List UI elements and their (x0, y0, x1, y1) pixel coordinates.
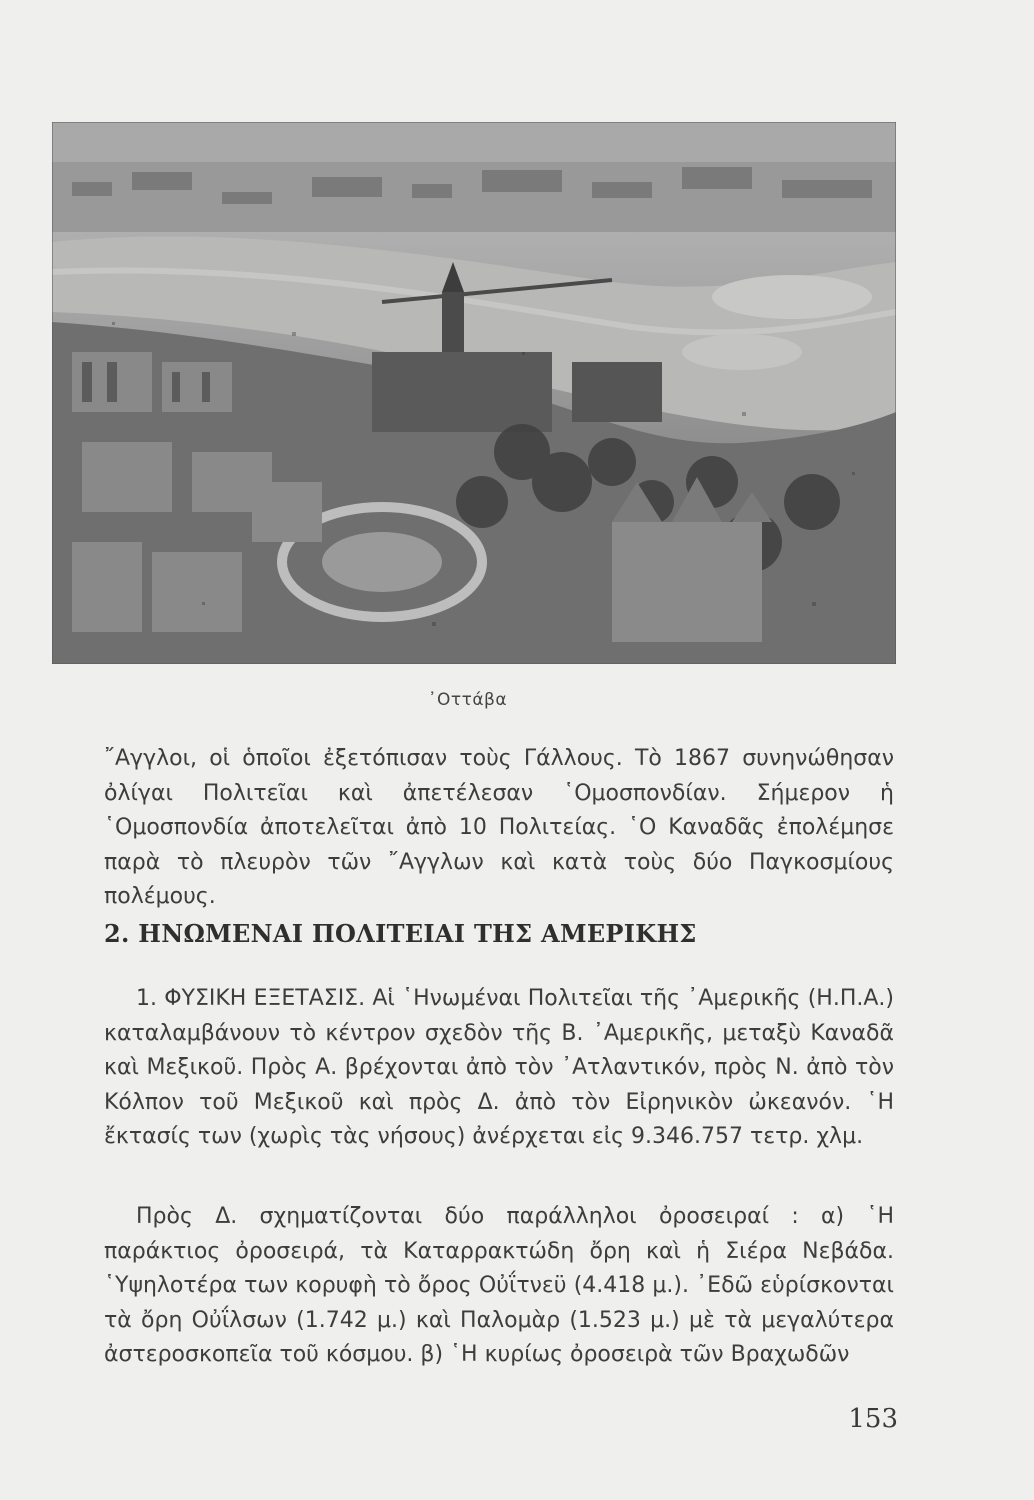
section-heading: 2. ΗΝΩΜΕΝΑΙ ΠΟΛΙΤΕΙΑΙ ΤΗΣ ΑΜΕΡΙΚΗΣ (104, 919, 697, 948)
paragraph-physical-survey: 1. ΦΥΣΙΚΗ ΕΞΕΤΑΣΙΣ. Αἱ ῾Ηνωμέναι Πολιτεῖαι τῆς ᾿Αμερικῆς (Η.Π.Α.) καταλαμβάνουν τὸ κέντρον σχεδὸν τῆς Β. ᾿Αμερικῆς, μεταξὺ Καναδᾶ καὶ Μεξικοῦ. Πρὸς Α. βρέχονται ἀπὸ τὸν ᾿Ατλαντικόν, πρὸς Ν. ἀπὸ τὸν Κόλπον τοῦ Μεξικοῦ καὶ πρὸς Δ. ἀπὸ τὸν Εἰρηνικὸν ὠκεανόν. ῾Η ἔκτασίς των (χωρὶς τὰς νήσους) ἀνέρχεται εἰς 9.346.757 τετρ. χλμ. (104, 986, 894, 1149)
paragraph-intro: ῎Αγγλοι, οἱ ὁποῖοι ἐξετόπισαν τοὺς Γάλλους. Τὸ 1867 συνηνώθησαν ὀλίγαι Πολιτεῖαι καὶ ἀπετέλεσαν ῾Ομοσπονδίαν. Σήμερον ἡ ῾Ομοσπονδία ἀποτελεῖται ἀπὸ 10 Πολιτείας. ῾Ο Καναδᾶς ἐπολέμησε παρὰ τὸ πλευρὸν τῶν ῎Αγγλων καὶ κατὰ τοὺς δύο Παγκοσμίους πολέμους. (104, 746, 894, 909)
photo-caption: ᾿Οττάβα (428, 690, 508, 710)
page-number: 153 (848, 1404, 898, 1434)
aerial-photo (52, 122, 896, 664)
photo-illustration (52, 122, 896, 664)
paragraph-mountains: Πρὸς Δ. σχηματίζονται δύο παράλληλοι ὀροσειραί : α) ῾Η παράκτιος ὀροσειρά, τὰ Καταρρακτώδη ὄρη καὶ ἡ Σιέρα Νεβάδα. ῾Υψηλοτέρα των κορυφὴ τὸ ὄρος Οὐΐτνεϋ (4.418 μ.). ᾿Εδῶ εὑρίσκονται τὰ ὄρη Οὐΐλσων (1.742 μ.) καὶ Παλομὰρ (1.523 μ.) μὲ τὰ μεγαλύτερα ἀστεροσκοπεῖα τοῦ κόσμου. β) ῾Η κυρίως ὀροσειρὰ τῶν Βραχωδῶν (104, 1204, 894, 1367)
